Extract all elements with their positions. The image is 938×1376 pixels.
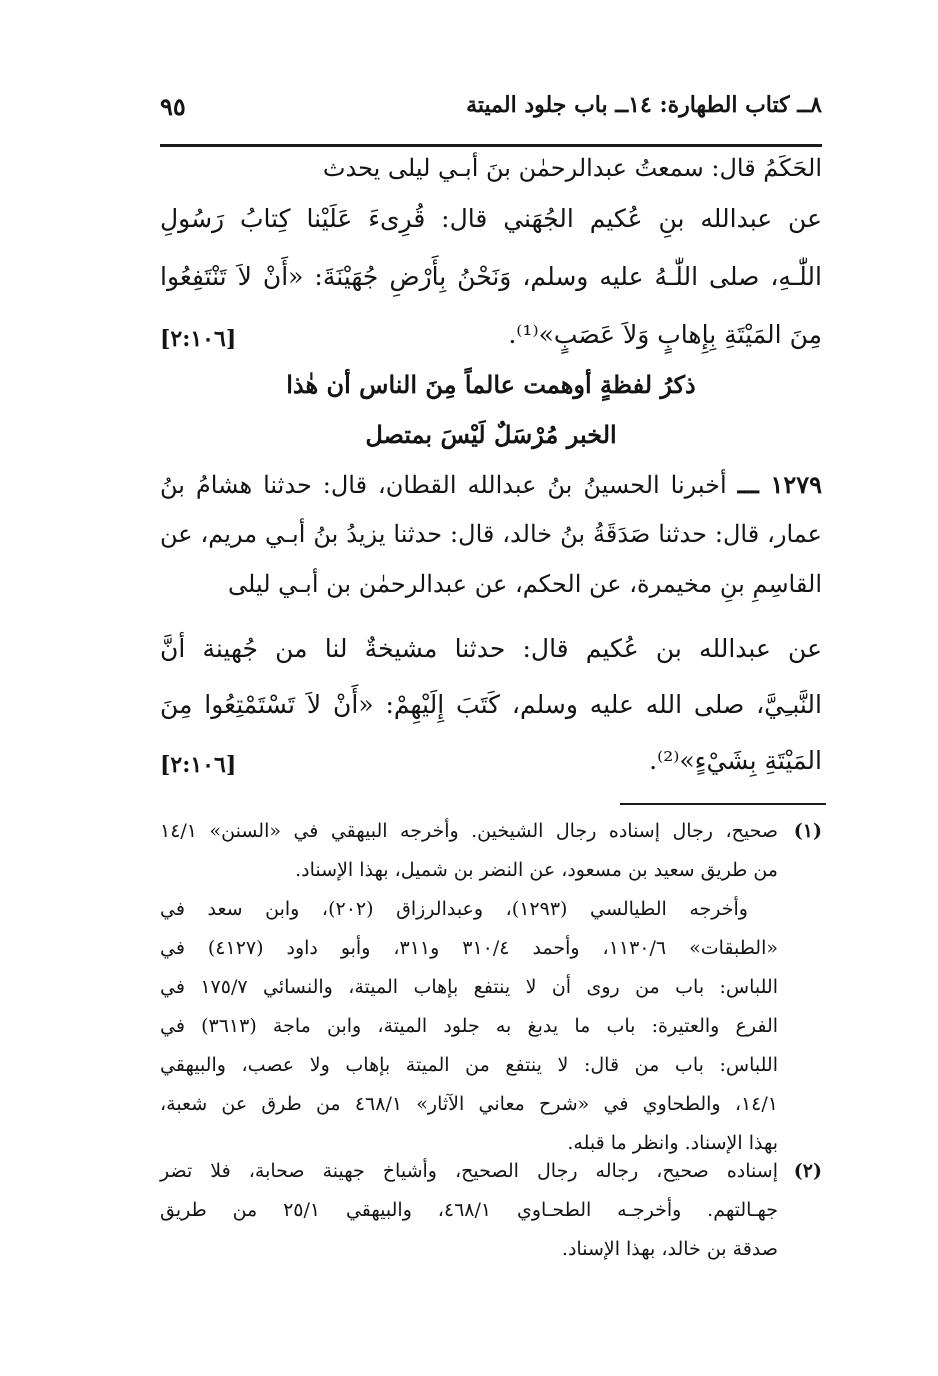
- footnote-line: اللباس: باب من روى أن لا ينتفع بإهاب الميتة، والنسائي ١٧٥/٧ في: [160, 976, 778, 998]
- text-line: عن عبدالله بنِ عُكيم الجُهَني قال: قُرِىءَ عَلَيْنا كِتابُ رَسُولِ: [160, 204, 822, 233]
- footnote-2: [160, 1160, 822, 1277]
- footnote-line: وأخرجه الطيالسي (١٢٩٣)، وعبدالرزاق (٢٠٢)، وابن سعد في: [160, 898, 748, 920]
- footnote-line: صحيح، رجال إسناده رجال الشيخين. وأخرجه البيهقي في «السنن» ١٤/١: [160, 820, 778, 842]
- text-line: النَّبـِيَّ، صلى الله عليه وسلم، كَتَبَ إِلَيْهِمْ: «أَنْ لاَ تَسْتَمْتِعُوا مِنَ: [160, 690, 822, 719]
- chapter-heading-line: ذكرُ لفظةٍ أوهمت عالماً مِنَ الناس أن هٰذا: [286, 370, 696, 399]
- cross-reference: [٢:١٠٦]: [160, 752, 237, 778]
- text-line: عن عبدالله بن عُكيم قال: حدثنا مشيخةٌ لنا من جُهينة أنَّ: [160, 634, 822, 663]
- footnote-line: اللباس: باب من قال: لا ينتفع من الميتة بإهاب ولا عصب، والبيهقي: [160, 1054, 778, 1076]
- text-line: الحَكَمُ قال: سمعتُ عبدالرحمٰن بنَ أبـي ليلى يحدث: [322, 154, 822, 182]
- footnote-1: [160, 820, 822, 1171]
- footnote-marker: (١): [793, 820, 822, 842]
- text-line: القاسِمِ بنِ مخيمرة، عن الحكم، عن عبدالرحمٰن بن أبـي ليلى: [228, 570, 822, 598]
- cross-reference: [٢:١٠٦]: [160, 326, 237, 352]
- text-line: مِنَ المَيْتَةِ بِإِهابٍ وَلاَ عَصَبٍ»⁽¹⁾.: [508, 320, 822, 349]
- footnote-line: من طريق سعيد بن مسعود، عن النضر بن شميل، بهذا الإسناد.: [295, 859, 778, 881]
- header-rule: [160, 144, 822, 147]
- footnote-line: «الطبقات» ١١٣٠/٦، وأحمد ٣١٠/٤ و٣١١، وأبو داود (٤١٢٧) في: [160, 937, 779, 959]
- footnote-line: إسناده صحيح، رجاله رجال الصحيح، وأشياخ جهينة صحابة، فلا تضر: [160, 1160, 778, 1182]
- chapter-heading-line: الخبر مُرْسَلٌ لَيْسَ بمتصل: [365, 420, 617, 449]
- text-line: المَيْتَةِ بِشَيْءٍ»⁽²⁾.: [649, 746, 822, 775]
- text-line: عمار، قال: حدثنا صَدَقَةُ بنُ خالد، قال: حدثنا يزيدُ بنُ أبـي مريم، عن: [160, 520, 822, 548]
- text-line-content: أخبرنا الحسينُ بنُ عبدالله القطان، قال: حدثنا هشامُ بنُ: [160, 471, 727, 499]
- hadith-continuation: [160, 154, 822, 378]
- hadith-1279: [160, 470, 822, 804]
- footnote-line: بهذا الإسناد. وانظر ما قبله.: [567, 1132, 778, 1154]
- header-title: ٨ــ كتاب الطهارة: ١٤ــ باب جلود الميتة: [466, 92, 822, 118]
- chapter-heading: [160, 370, 822, 470]
- text-line: اللّٰـهِ، صلى اللّٰـهُ عليه وسلم، وَنَحْنُ بِأَرْضِ جُهَيْنَةَ: «أَنْ لاَ تَنْتَفِعُوا: [160, 262, 822, 291]
- hadith-number: ١٢٧٩ ـــ: [737, 470, 822, 499]
- running-header: [160, 92, 822, 132]
- footnote-line: صدقة بن خالد، بهذا الإسناد.: [561, 1238, 778, 1260]
- text-line-with-ref: [160, 746, 822, 804]
- text-line: [160, 470, 822, 520]
- page-number: ٩٥: [160, 92, 186, 121]
- footnote-line: جهـالتهم. وأخرجـه الطحـاوي ٤٦٨/١، والبيهقي ٢٥/١ من طريق: [160, 1199, 778, 1221]
- footnote-line: ١٤/١، والطحاوي في «شرح معاني الآثار» ٤٦٨/١ من طرق عن شعبة،: [160, 1093, 778, 1115]
- footnote-marker: (٢): [793, 1160, 822, 1182]
- footnote-line: الفرع والعتيرة: باب ما يدبغ به جلود الميتة، وابن ماجة (٣٦١٣) في: [160, 1015, 779, 1037]
- footnote-separator: [620, 803, 826, 805]
